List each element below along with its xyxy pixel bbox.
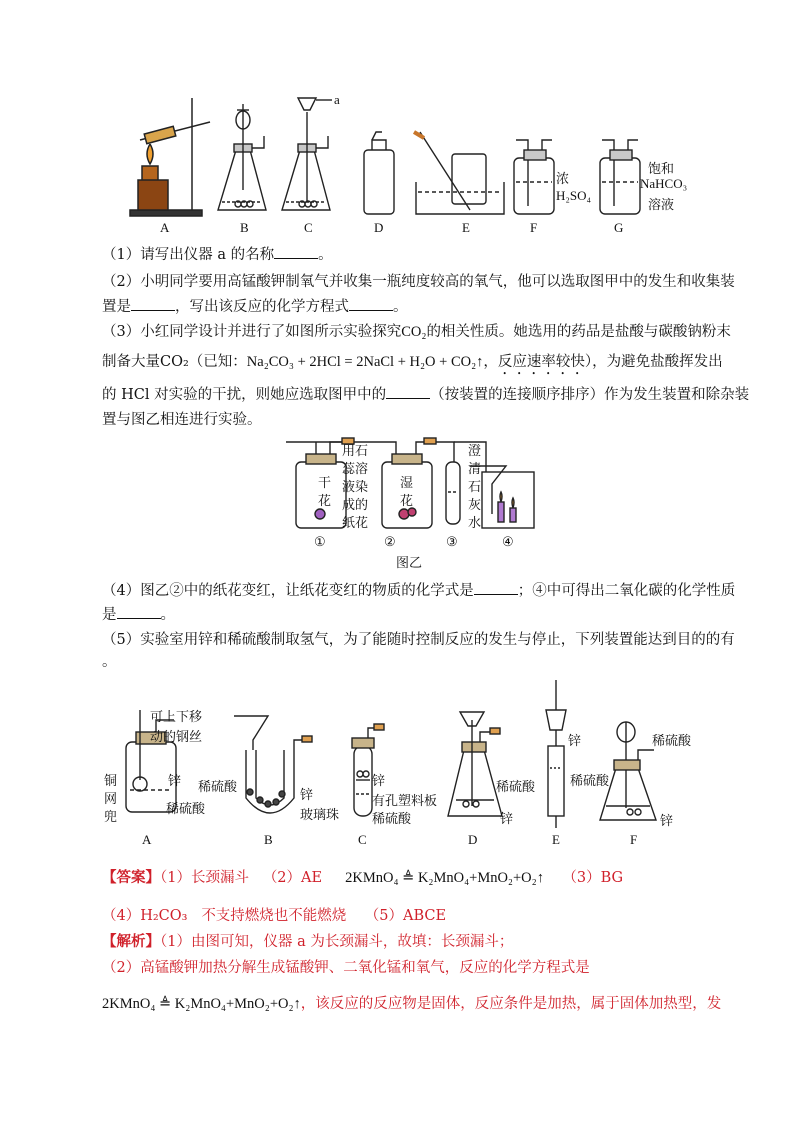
fig-c-label-D: D <box>468 832 478 847</box>
question-1: （1）请写出仪器 a 的名称 。 <box>102 244 722 265</box>
limewater-1: 澄 <box>468 443 482 458</box>
apparatus-b <box>218 104 266 210</box>
fig-b-caption: 图乙 <box>396 555 423 570</box>
g-label-1: 饱和 <box>648 161 675 176</box>
litmus-4: 成的 <box>342 497 369 512</box>
dry-flower-1: 干 <box>318 475 332 490</box>
apparatus-d <box>364 132 394 214</box>
fig-b-num-2: ② <box>384 534 396 549</box>
apparatus-c <box>282 98 332 210</box>
c-f-acid: 稀硫酸 <box>652 733 692 748</box>
apparatus-g <box>600 140 640 214</box>
fig-c-label-B: B <box>264 832 273 847</box>
question-4-line-2: 是 。 <box>102 604 722 625</box>
fig-b-num-3: ③ <box>446 534 458 549</box>
f-label-1: 浓 <box>556 171 570 186</box>
g-label-2: NaHCO₃ <box>640 176 688 191</box>
answer-line-2: （4）H₂CO₃ 不支持燃烧也不能燃烧 （5）ABCE <box>102 908 447 924</box>
limewater-4: 灰 <box>468 497 482 512</box>
question-4-line-1: （4）图乙②中的纸花变红，让纸花变红的物质的化学式是 ；④中可得出二氧化碳的化学性质 <box>102 580 722 601</box>
c-a-zinc: 锌 <box>168 773 182 788</box>
fig-a-label-C: C <box>304 220 313 235</box>
fig-b-num-4: ④ <box>502 534 514 549</box>
c-b-beads: 玻璃珠 <box>300 807 340 822</box>
analysis-line-2: （2）高锰酸钾加热分解生成锰酸钾、二氧化锰和氧气，反应的化学方程式是 <box>102 960 590 976</box>
c-a-wire-2: 动的钢丝 <box>150 729 203 744</box>
fig-b-num-1: ① <box>314 534 326 549</box>
limewater-3: 石 <box>468 479 482 494</box>
limewater-2: 清 <box>468 461 482 476</box>
apparatus-e <box>414 132 504 214</box>
fig-a-label-F: F <box>530 220 538 235</box>
analysis-line-1: 【解析】（1）由图可知，仪器 a 为长颈漏斗，故填：长颈漏斗； <box>102 933 514 950</box>
c-e-acid: 稀硫酸 <box>570 773 610 788</box>
litmus-2: 蕊溶 <box>342 461 369 476</box>
c-c-acid: 稀硫酸 <box>372 811 412 826</box>
c-b-acid: 稀硫酸 <box>198 779 238 794</box>
litmus-5: 纸花 <box>342 515 369 530</box>
litmus-1: 用石 <box>342 443 369 458</box>
question-3-line-2: 制备大量CO₂（已知：Na₂CO₃ + 2HCl = 2NaCl + H₂O + CO₂↑，反应速率较快），为避免盐酸挥发出 <box>102 354 723 370</box>
answer-line-1: 【答案】（1）长颈漏斗 （2）AE 2KMnO₄ ≜ K₂MnO₄+MnO₂+O₂↑ （3）BG <box>102 869 624 886</box>
fig-c-label-F: F <box>630 832 638 847</box>
limewater-5: 水 <box>468 515 482 530</box>
c-d-acid: 稀硫酸 <box>496 779 536 794</box>
fig-a-label-A: A <box>160 220 170 235</box>
fig-a-label-D: D <box>374 220 384 235</box>
dry-flower-2: 花 <box>318 493 332 508</box>
answer-blank <box>274 244 318 259</box>
fig-c-label-A: A <box>142 832 152 847</box>
figure-apparatus-a <box>120 92 720 242</box>
c-e-zinc: 锌 <box>568 733 582 748</box>
c-a-bag-2: 网 <box>104 791 118 806</box>
fig-c-label-E: E <box>552 832 560 847</box>
instrument-a-label: a <box>334 92 340 107</box>
c-a-bag-3: 兜 <box>104 809 118 824</box>
c-b-zinc: 锌 <box>300 787 314 802</box>
c-c-zinc: 锌 <box>372 773 386 788</box>
wet-flower-2: 花 <box>400 493 414 508</box>
wet-flower-1: 湿 <box>400 475 414 490</box>
c-c-board: 有孔塑料板 <box>372 793 438 808</box>
apparatus-a <box>130 98 210 216</box>
analysis-line-3: 2KMnO₄ ≜ K₂MnO₄+MnO₂+O₂↑，该反应的反应物是固体，反应条件是加热，属于固体加热型，发 <box>102 996 722 1012</box>
question-2-line-2: 置是 ，写出该反应的化学方程式 。 <box>102 296 722 317</box>
c-a-bag-1: 铜 <box>104 773 118 788</box>
f-label-2: H₂SO₄ <box>556 188 592 203</box>
apparatus-f <box>514 140 554 214</box>
question-2-line-1: （2）小明同学要用高锰酸钾制氧气并收集一瓶纯度较高的氧气，他可以选取图甲中的发生和收集装 <box>102 274 735 290</box>
g-label-3: 溶液 <box>648 197 675 212</box>
question-5-line-2: 。 <box>102 654 117 670</box>
fig-a-label-E: E <box>462 220 470 235</box>
c-f-zinc: 锌 <box>660 813 674 828</box>
question-5-line-1: （5）实验室用锌和稀硫酸制取氢气，为了能随时控制反应的发生与停止，下列装置能达到目的的有 <box>102 632 735 648</box>
question-3-line-4: 置与图乙相连进行实验。 <box>102 412 262 428</box>
fig-a-label-B: B <box>240 220 249 235</box>
fig-c-label-C: C <box>358 832 367 847</box>
c-d-zinc: 锌 <box>500 811 514 826</box>
c-a-wire-1: 可上下移 <box>150 709 203 724</box>
litmus-3: 液染 <box>342 479 369 494</box>
c-a-acid: 稀硫酸 <box>166 801 206 816</box>
fig-a-label-G: G <box>614 220 624 235</box>
question-3-line-3: 的 HCl 对实验的干扰，则她应选取图甲中的 （按装置的连接顺序排序）作为发生装置和除杂装 <box>102 384 722 405</box>
question-3-line-1: （3）小红同学设计并进行了如图所示实验探究CO₂的相关性质。她选用的药品是盐酸与碳酸钠粉末 <box>102 324 731 340</box>
